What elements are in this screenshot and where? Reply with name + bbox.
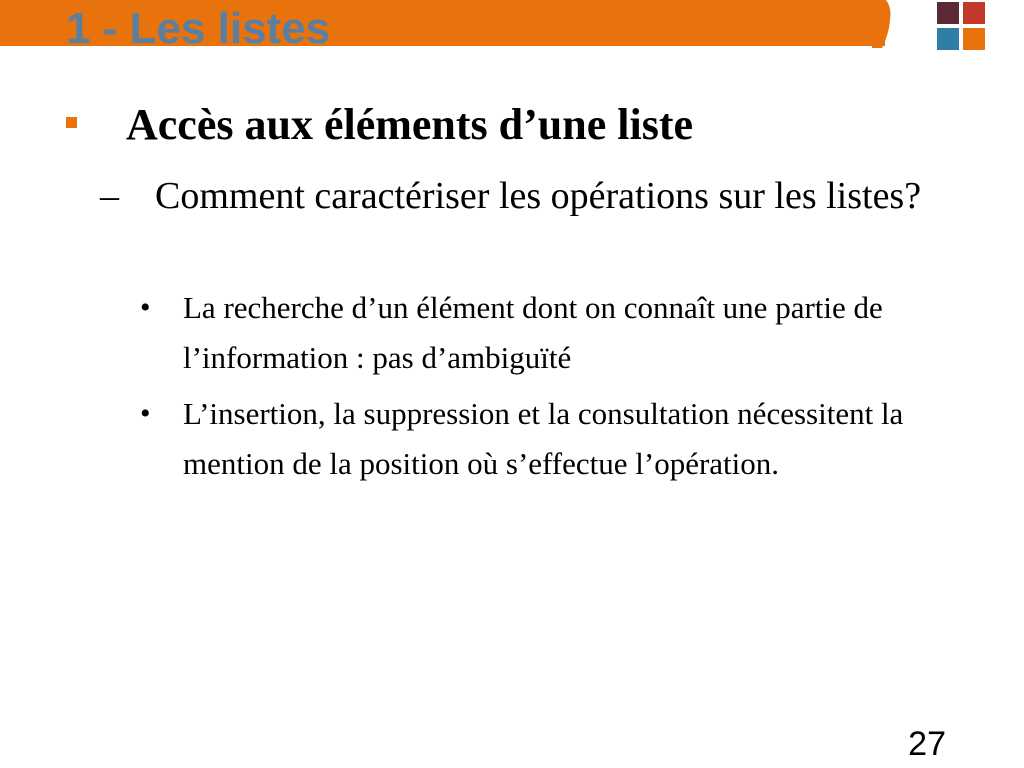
four-squares-logo-icon xyxy=(937,2,985,50)
orange-square-bullet-icon xyxy=(66,117,77,128)
logo-square-top-left xyxy=(937,2,959,24)
title-band-curve xyxy=(872,0,896,48)
dash-marker: – xyxy=(100,175,119,217)
list-item: L’insertion, la suppression et la consultation nécessitent la mention de la position où s’effectue l’opération. xyxy=(183,396,904,481)
heading-bullet: Accès aux éléments d’une liste xyxy=(126,100,694,149)
dot-marker: • xyxy=(140,291,151,324)
slide-title: 1 - Les listes xyxy=(66,4,331,53)
sub-point: Comment caractériser les opérations sur les listes? xyxy=(155,175,922,217)
page-number: 27 xyxy=(908,725,946,763)
logo-square-bottom-right xyxy=(963,28,985,50)
dot-marker: • xyxy=(140,397,151,430)
logo-square-top-right xyxy=(963,2,985,24)
list-item: La recherche d’un élément dont on connaît une partie de l’information : pas d’ambiguïté xyxy=(183,290,883,375)
logo-square-bottom-left xyxy=(937,28,959,50)
